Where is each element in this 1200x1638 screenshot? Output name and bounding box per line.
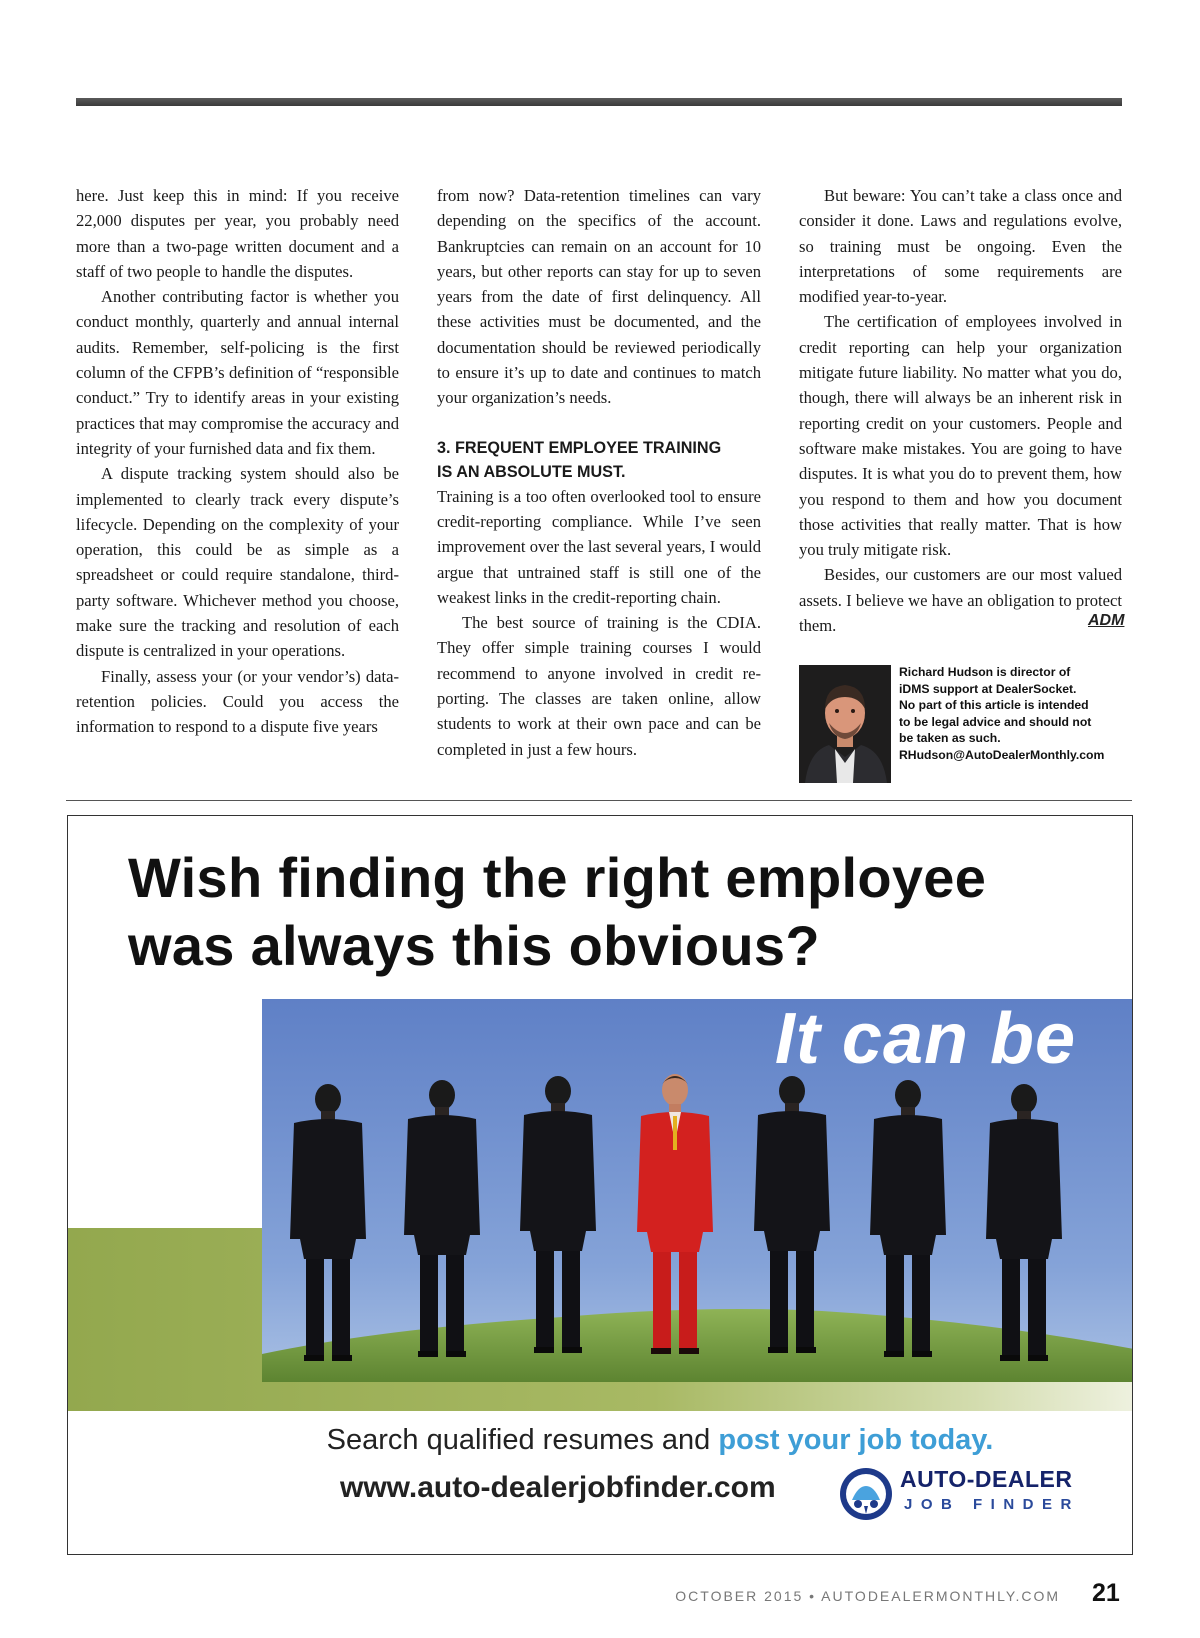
author-photo: [799, 665, 891, 783]
section-heading-line: IS AN ABSOLUTE MUST.: [437, 462, 626, 481]
bio-line: iDMS support at DealerSocket.: [899, 681, 1077, 696]
page-footer: OCTOBER 2015 • AUTODEALERMONTHLY.COM: [675, 1588, 1060, 1604]
page-number: 21: [1092, 1579, 1120, 1607]
ad-headline-line: Wish finding the right employee: [128, 846, 987, 909]
section-heading-line: 3. FREQUENT EMPLOYEE TRAINING: [437, 438, 722, 457]
paragraph: A dispute tracking system should also be implemented to clearly track every dispute’s lifecycle. Depending on the complexity of your operation, this could be as simple as a spreadsheet or could require standalone, third-party software. Whichever method you choose, make sure the tracking and resolution of each dispute is centralized in your operations.: [76, 464, 399, 661]
paragraph: The best source of training is the CDIA. They offer simple training courses I would recommend to anyone involved in credit reporting. The classes are taken online, allow students to work at their own pace and can be completed in just a few hours.: [437, 613, 761, 759]
ad-search-highlight: post your job today.: [718, 1424, 994, 1456]
bio-line: be taken as such.: [899, 731, 1001, 746]
bio-line: Richard Hudson is director of: [899, 665, 1071, 679]
bio-line: to be legal advice and should not: [899, 714, 1092, 729]
article-column-3: [799, 183, 1125, 638]
logo-title: AUTO-DEALER: [900, 1466, 1073, 1492]
ad-headline-line: was always this obvious?: [128, 914, 820, 977]
auto-dealer-job-finder-logo: [838, 1464, 1098, 1524]
paragraph: here. Just keep this in mind: If you receive 22,000 disputes per year, you probably need more than a two-page written document and a staff of two people to handle the disputes.: [76, 186, 399, 281]
ad-call-to-action: [68, 1424, 1132, 1457]
paragraph: Training is a too often overlooked tool to ensure credit-reporting compliance. While I’ve seen improvement over the last several years, I would argue that untrained staff is still one of the weakest links in the credit-reporting chain.: [437, 486, 761, 607]
author-bio: [899, 664, 1129, 764]
top-rule: [76, 98, 1122, 106]
ad-tagline: It can be: [774, 999, 1076, 1079]
paragraph: Besides, our customers are our most valued assets. I believe we have an obligation to protect them.: [799, 565, 1122, 636]
ad-url-link[interactable]: www.auto-dealerjobfinder.com: [340, 1471, 776, 1504]
author-email[interactable]: RHudson@AutoDealerMonthly.com: [899, 747, 1105, 762]
logo-emblem-icon: [838, 1466, 894, 1522]
paragraph: from now? Data-retention timelines can vary depending on the specifics of the account. Bankruptcies can remain on an account for 10 years, but other reports can stay for up to seven years from the date of first delinquency. All these activities must be documented, and the documentation should be reviewed periodically to ensure it’s up to date and continues to match your organization’s needs.: [437, 186, 761, 408]
divider: [66, 800, 1132, 801]
ad-headline: [128, 844, 986, 980]
advertisement[interactable]: [67, 815, 1133, 1555]
logo-subtitle: JOB FINDER: [904, 1496, 1080, 1513]
ad-search-text: Search qualified resumes and: [326, 1424, 719, 1456]
paragraph: Another contributing factor is whether you conduct monthly, quarterly and annual internal audits. Remember, self-policing is the first column of the CFPB’s definition of “responsible conduct.” Try to identify areas in your existing practices that may compromise the accuracy and integrity of your furnished data and fix them.: [76, 287, 399, 458]
paragraph: Finally, assess your (or your vendor’s) data-retention policies. Could you access the information to respond to a dispute five years: [76, 666, 399, 737]
paragraph: The certification of employees involved in credit reporting can help your organization mitigate future liability. No matter what you do, though, there will always be an inherent risk in reporting credit on your customers. People and software make mistakes. You are going to have disputes. It is what you do to prevent them, how you respond to them and how you document those activities that really matter. That is how you truly mitigate risk.: [799, 312, 1122, 560]
end-mark: ADM: [1088, 612, 1125, 629]
article-column-2: [437, 183, 761, 762]
bio-line: No part of this article is intended: [899, 698, 1089, 713]
article-column-1: [76, 183, 399, 740]
paragraph: But beware: You can’t take a class once and consider it done. Laws and regulations evolve, so training must be ongoing. Even the interpretations of some requirements are modified year-to-year.: [799, 186, 1122, 307]
section-heading: [437, 436, 761, 484]
